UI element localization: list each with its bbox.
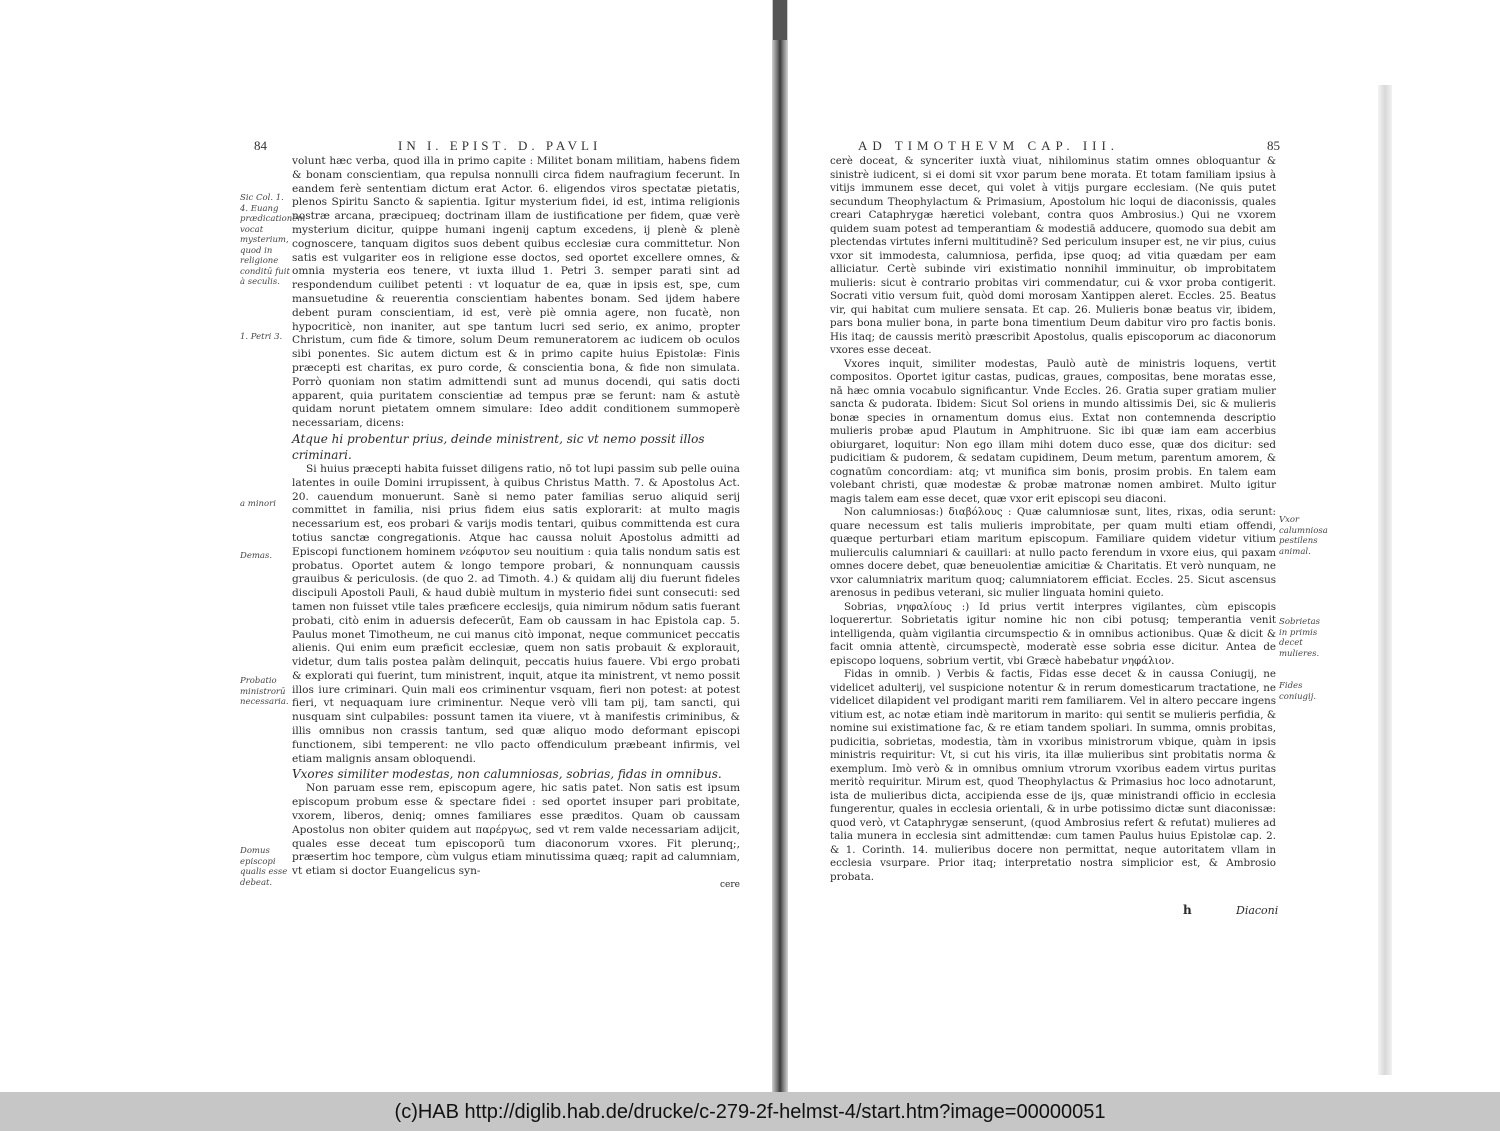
- right-paragraph-1: cerè doceat, & synceriter iuxtà viuat, nihilominus statim omnes obloquantur & sinistrè iudicent, si ei domi sit vxor parum bene morata. Et totam familiam ipsius à vitijs immunem esse decet, qui volet à vitijs purgare ecclesiam. (Ne quis putet secundum Theophylactum & Primasium, Apostolum hic loqui de diaconissis, quales creari Cataphrygæ hæretici volebant, contra quos Ambrosius.) Qui ne vxorem quidem suam potest ad temperantiam & modestiā adducere, quomodo sua debit am plectendas virtutes inferni multitudinē? Sed periculum insuper est, ne vir pius, cuius vxor sit immodesta, calumniosa, perfida, ipse quoq; ad vitia quædam per eam alliciatur. Certè subinde viri existimatio nonnihil imminuitur, ob improbitatem mulieris: sicut è contrario probitas viri commendatur, cui & vxor proba contigerit. Socrati vitio versum fuit, quòd domi morosam Xantippen aleret. Eccles. 25. Beatus vir, qui habitat cum muliere sensata. Et cap. 26. Mulieris bonæ beatus vir, ibidem, pars bona mulier bona, in parte bona timentium Deum dabitur viro pro factis bonis. His itaq; de caussis meritò præscribit Apostolus, qualis episcoporum ac diaconorum vxores esse deceat.: [830, 155, 1276, 356]
- left-margin-note-6: Domus episcopi qualis esse debeat.: [240, 846, 288, 888]
- right-text-block: [830, 155, 1276, 884]
- left-running-head: [240, 138, 740, 156]
- right-running-head: [830, 138, 1280, 156]
- left-margin-note-5: Probatio ministrorū necessaria.: [240, 676, 289, 707]
- footer-copyright-url: (c)HAB http://diglib.hab.de/drucke/c-279-2f-helmst-4/start.htm?image=00000051: [394, 1101, 1106, 1123]
- right-page: [830, 138, 1280, 156]
- right-margin-note-1: Vxor calumniosa pestilens animal.: [1279, 515, 1328, 557]
- right-margin-note-3: Fides coniugij.: [1279, 681, 1317, 702]
- left-margin-note-2: 1. Petri 3.: [240, 332, 283, 342]
- left-lemma-1: Atque hi probentur prius, deinde ministrent, sic vt nemo possit illos criminari.: [292, 431, 705, 462]
- left-page: [240, 138, 740, 156]
- left-paragraph-3: Non paruam esse rem, episcopum agere, hic satis patet. Non satis est ipsum episcopum probum esse & spectare fidei : sed oportet insuper pari probitate, vxorem, liberos, deniq; omnes familiares esse præditos. Quam ob caussam Apostolus non obiter quidem aut παρέργως, sed vt rem valde necessariam adijcit, quales esse deceat tum episcoporū tum diaconorum vxores. Fit plerunq;, præsertim hoc tempore, cùm vulgus etiam minutissima quæq; rapit ad calumniam, vt etiam si doctor Euangelicus syn-: [292, 782, 740, 878]
- left-catchword: cere: [720, 880, 740, 891]
- left-lemma-2: Vxores similiter modestas, non calumniosas, sobrias, fidas in omnibus.: [292, 767, 722, 782]
- footer-bar: [0, 1092, 1500, 1131]
- book-gutter-top: [773, 0, 787, 40]
- left-text-block: [292, 155, 740, 893]
- book-gutter: [772, 0, 788, 1092]
- right-paragraph-5: Fidas in omnib. ) Verbis & factis, Fidas esse decet & in caussa Coniugij, ne videlicet adulterij, vel suspicione notentur & in rerum domesticarum tractatione, ne videlicet dilapident vel prodigant mariti rem familiarem. Vel in altero peccare ingens vitium est, ac notæ etiam indè maritorum in marito: qui sentit se mulieris perfidia, & nomine sui existimatione fac, & re etiam tandem spoliari. In summa, omnis probitas, pudicitia, sobrietas, modestia, tàm in vxoribus ministrorum vbique, quàm in ipsis ministris requiritur: Vt, si cut his viris, ita illæ mulieribus sint probitatis norma & exemplum. Imò verò & in omnibus omnium vtrorum vxoribus eadem virtus puritas meritò requiritur. Mirum est, quod Theophylactus & Primasius hoc loco adnotarunt, ista de mulieribus dicta, accipienda esse de ijs, quæ ministrandi officio in ecclesia fungerentur, quales in ecclesia orientali, & in urbe potissimo dictæ sunt diaconissæ: quod verò, vt Cataphrygæ senserunt, (quod Ambrosius refert & refutat) mulieres ad talia munera in ecclesia sint admittendæ: cum tamen Paulus huius Epistolæ cap. 2. & 1. Corinth. 14. mulieribus docere non permittat, neque autoritatem vllam in ecclesia vsurpare. Prior itaq; interpretatio nostra simplicior est, & Ambrosio probata.: [830, 668, 1276, 883]
- right-running-title: AD TIMOTHEVM CAP. III.: [858, 138, 1120, 153]
- right-catchword: Diaconi: [1236, 904, 1279, 917]
- right-paragraph-3: Non calumniosas:) διαβόλους : Quæ calumniosæ sunt, lites, rixas, odia serunt: quare necessum est talis mulieris improbitate, per quam multi etiam offendi, quæque perturbari etiam maritum episcopum. Familiare quidem videtur vitium mulierculis calumniari & cauillari: at nullo pacto ferendum in vxore eius, qui paxam omnes docere debet, quæ beneuolentiæ amicitiæ & Charitatis. Et verò nunquam, ne vxor calumniatrix maritum quoq; calumniatorem efficiat. Eccles. 25. Sicut ascensus arenosus in pedibus veterani, sic mulier linguata homini quieto.: [830, 506, 1276, 599]
- right-paragraph-2: Vxores inquit, similiter modestas, Paulò autè de ministris loquens, vertit compositos. Oportet igitur castas, pudicas, graues, compositas, bene moratas esse, nā hæc omnia vocabulo significantur. Vnde Eccles. 26. Gratia super gratiam mulier sancta & pudorata. Ibidem: Sicut Sol oriens in mundo altissimis Dei, sic & mulieris bonæ species in ornamentum domus eius. Extat non contemnenda descriptio mulieris probæ apud Plautum in Amphitruone. Sic ibi quæ iam eam accerbius obiurgaret, loquitur: Non ego illam mihi dotem duco esse, quæ dos dicitur: sed pudicitiam & pudorem, & sedatam cupidinem, Deum metum, parentum amorem, & cognatūm concordiam: atq; vt munifica sim bonis, prosim probis. En talem eam volebant christi, quæ modestæ & probæ matronæ nomen ambiret. Multo igitur magis talem eam esse decet, quæ vxor erit episcopi seu diaconi.: [830, 357, 1276, 505]
- left-running-title: IN I. EPIST. D. PAVLI: [398, 138, 602, 153]
- left-margin-note-1: Sic Col. 1. 4. Euang prædicationem vocat mysterium, quod in religione conditū fuit à seculis.: [240, 193, 306, 287]
- signature-mark: h: [1183, 903, 1192, 917]
- page-edge-shadow: [1378, 85, 1392, 1075]
- left-page-number: 84: [254, 138, 267, 153]
- right-margin-note-2: Sobrietas in primis decet mulieres.: [1279, 617, 1321, 659]
- right-paragraph-4: Sobrias, νηφαλίους :) Id prius vertit interpres vigilantes, cùm episcopis loquerertur. Sobrietatis igitur nomine hic non cibi potusq; temperantia venit intelligenda, quàm vigilantia circumspectio & in omnibus actionibus. Quæ & dicit & facit omnia attentè, circumspectè, moderatè esse sobria esse dicitur. Antea de episcopo loquens, sobrium vertit, vbi Græcè habebatur νηφάλιον.: [830, 600, 1276, 667]
- left-margin-note-3: a minori: [240, 499, 276, 509]
- left-margin-note-4: Demas.: [240, 551, 273, 561]
- left-paragraph-1: volunt hæc verba, quod illa in primo capite : Militet bonam militiam, habens fidem & bonam conscientiam, qua repulsa nonnulli circa fidem naufragium fecerunt. In eandem ferè sententiam dictum erat Actor. 6. eligendos viros spectatæ pietatis, plenos Spiritu Sancto & sapientia. Igitur mysterium fidei, id est, intima religionis nostræ arcana, præcipueq; doctrinam illam de iustificatione per fidem, quæ verè mysterium dicitur, quippe humani ingenij captum excedens, ij plenè & plenè cognoscere, tanquam digitos suos debent quibus ecclesiæ cura committetur. Non satis est vulgariter eos in religione esse doctos, sed oportet excellere omnes, & omnia mysteria eos tenere, vt iuxta illud 1. Petri 3. semper parati sint ad respondendum cuilibet petenti : vt loquatur de ea, quæ in ipsis est, spe, cum mansuetudine & reuerentia conscientiam habentes bonam. Sed ijdem habere debent puram conscientiam, id est, verè piè omnia agere, non fucatè, non hypocriticè, non inaniter, aut spe tantum lucri sed serio, ex animo, propter Christum, cum fide & timore, solum Deum remuneratorem ac iudicem ob oculos sibi ponentes. Sic autem dictum est & in primo capite huius Epistolæ: Finis præcepti est charitas, ex puro corde, & conscientia bona, & fide non simulata. Porrò quoniam non statim admittendi sunt ad munus docendi, qui satis docti apparent, quia puritatem conscientiæ ad tempus præ se ferunt: nam & astutè quidam norunt pietatem omnem simulare: Ideo addit conditionem summoperè necessariam, dicens:: [292, 155, 740, 430]
- left-paragraph-2: Si huius præcepti habita fuisset diligens ratio, nō tot lupi passim sub pelle ouina latentes in ouile Domini irrupissent, à quibus Christus Matth. 7. & Apostolus Act. 20. cauendum monuerunt. Sanè si nemo pater familias seruo aliquid serij committet in familia, nisi prius fidem eius satis explorarit: at multo magis necessarium est, eos probari & varijs modis tentari, quibus committenda est cura totius sanctæ congregationis. Atque hac caussa noluit Apostolus admitti ad Episcopi functionem hominem νεόφυτον seu nouitium : quia talis nondum satis est probatus. Oportet autem & longo tempore probari, & nonnunquam caussis grauibus & periculosis. (de quo 2. ad Timoth. 4.) & quidam alij diu fuerunt fideles discipuli Apostoli Pauli, & haud dubiè multum in mysterio fidei sunt consecuti: sed tamen non fuisset vtile tales præficere ecclesijs, quia nimirum nōdum satis fuerant probati, citò enim in aduersis defecerūt, Eam ob caussam in hac Epistola cap. 5. Paulus monet Timotheum, ne cui manus citò imponat, neque communicet peccatis alienis. Qui enim eum præficit ecclesiæ, quem non satis probauit & explorauit, videtur, dum talis postea palàm delinquit, peccatis huius fauere. Vbi ergo probati & explorati qui fuerint, tum ministrent, inquit, atque ita ministrent, vt nemo possit illos iure criminari. Quin mali eos criminentur vsquam, fieri non potest: at potest fieri, vt nequaquam iure criminentur. Neque verò vlli tam pij, tam sancti, qui nusquam sint culpabiles: possunt tamen ita viuere, vt à manifestis criminibus, & illis omnibus non crassis tantum, sed quæ aliquo modo deformant episcopi functionem, sibi temperent: ne vllo pacto offendiculum præbeant infirmis, vel etiam malignis ansam obloquendi.: [292, 462, 740, 765]
- right-page-number: 85: [1267, 138, 1280, 153]
